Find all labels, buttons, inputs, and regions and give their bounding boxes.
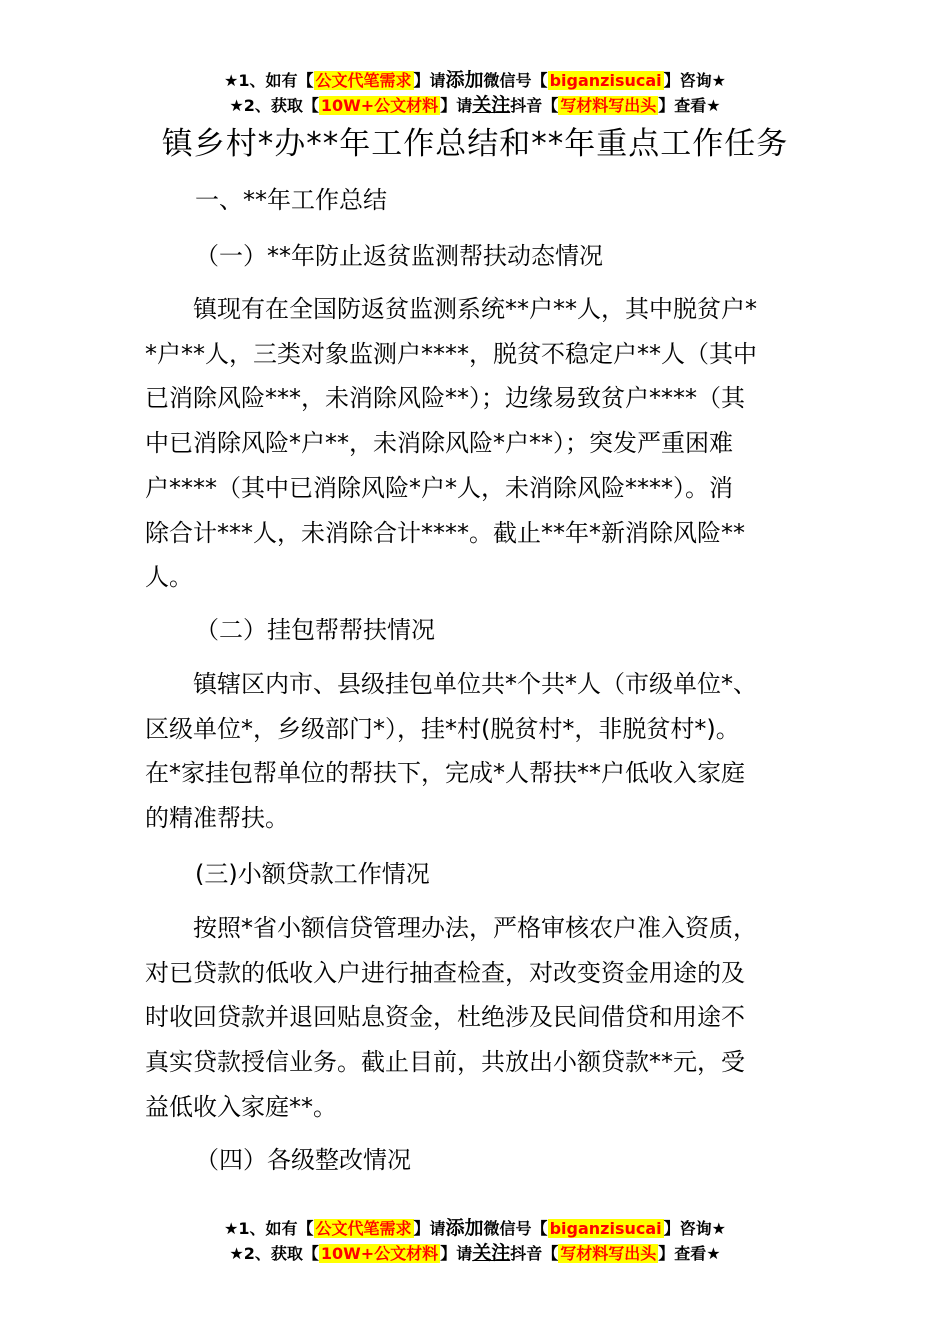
banner-text: 抖音【 (510, 96, 559, 115)
banner-text: 微信号【 (483, 1219, 548, 1238)
banner-text: 】请 (440, 96, 473, 115)
banner-highlight: 10W+公文材料 (320, 1244, 439, 1263)
banner-text: 】咨询★ (663, 71, 726, 90)
banner-text: 】查看★ (658, 96, 721, 115)
bottom-ad-banner (0, 1216, 950, 1266)
paragraph-line: 中已消除风险*户**，未消除风险*户**）；突发严重困难 (145, 429, 733, 458)
banner-text: ★2、获取【 (229, 1244, 319, 1263)
banner-text: ★1、如有【 (224, 71, 314, 90)
paragraph-line: 已消除风险***，未消除风险**）；边缘易致贫户****（其 (145, 384, 745, 413)
banner-line-2 (0, 1241, 950, 1266)
paragraph-line: 在*家挂包帮单位的帮扶下，完成*人帮扶**户低收入家庭 (145, 759, 745, 788)
banner-highlight: 10W+公文材料 (320, 96, 439, 115)
banner-emphasis: 关注 (472, 94, 511, 116)
paragraph-line: 真实贷款授信业务。截止目前，共放出小额贷款**元，受 (145, 1048, 745, 1077)
paragraph-line: 益低收入家庭**。 (145, 1092, 337, 1121)
banner-emphasis: 关注 (472, 1242, 511, 1264)
subsection-heading-4: （四）各级整改情况 (195, 1146, 411, 1174)
paragraph-line: 对已贷款的低收入户进行抽查检查，对改变资金用途的及 (145, 958, 745, 987)
paragraph-line: 镇辖区内市、县级挂包单位共*个共*人（市级单位*、 (193, 670, 757, 698)
banner-emphasis: 添加 (445, 69, 484, 91)
banner-wechat-id: biganzisucai (549, 1219, 662, 1238)
paragraph-line: 户****（其中已消除风险*户*人，未消除风险****）。消 (145, 473, 733, 502)
subsection-heading-3: (三)小额贷款工作情况 (195, 860, 430, 888)
banner-douyin-id: 写材料写出头 (560, 96, 657, 115)
paragraph-line: 除合计***人，未消除合计****。截止**年*新消除风险** (145, 518, 745, 547)
banner-text: 微信号【 (483, 71, 548, 90)
section-heading-1: 一、**年工作总结 (195, 186, 387, 214)
banner-text: 】查看★ (658, 1244, 721, 1263)
subsection-heading-1: （一）**年防止返贫监测帮扶动态情况 (195, 242, 603, 270)
document-title: 镇乡村*办**年工作总结和**年重点工作任务 (161, 126, 789, 162)
banner-highlight: 公文代笔需求 (315, 71, 412, 90)
banner-text: 】咨询★ (663, 1219, 726, 1238)
banner-wechat-id: biganzisucai (549, 71, 662, 90)
paragraph-line: 按照*省小额信贷管理办法，严格审核农户准入资质， (193, 914, 757, 942)
subsection-heading-2: （二）挂包帮帮扶情况 (195, 616, 435, 644)
paragraph-line: *户**人，三类对象监测户****，脱贫不稳定户**人（其中 (145, 339, 757, 368)
banner-line-2 (0, 93, 950, 118)
banner-text: 】请 (413, 1219, 446, 1238)
banner-text: ★1、如有【 (224, 1219, 314, 1238)
paragraph-line: 人。 (145, 563, 193, 592)
paragraph-monitoring (145, 287, 810, 600)
paragraph-line: 区级单位*，乡级部门*），挂*村(脱贫村*，非脱贫村*)。 (145, 714, 740, 743)
top-ad-banner (0, 68, 950, 118)
paragraph-microloans (145, 906, 810, 1130)
banner-line-1 (0, 1216, 950, 1241)
paragraph-line: 的精准帮扶。 (145, 804, 289, 833)
banner-text: 】请 (440, 1244, 473, 1263)
paragraph-line: 镇现有在全国防返贫监测系统**户**人，其中脱贫户* (193, 295, 757, 323)
banner-text: 抖音【 (510, 1244, 559, 1263)
banner-emphasis: 添加 (445, 1217, 484, 1239)
paragraph-line: 时收回贷款并退回贴息资金，杜绝涉及民间借贷和用途不 (145, 1003, 745, 1032)
banner-text: ★2、获取【 (229, 96, 319, 115)
banner-text: 】请 (413, 71, 446, 90)
banner-highlight: 公文代笔需求 (315, 1219, 412, 1238)
paragraph-assistance (145, 662, 810, 841)
banner-line-1 (0, 68, 950, 93)
banner-douyin-id: 写材料写出头 (560, 1244, 657, 1263)
